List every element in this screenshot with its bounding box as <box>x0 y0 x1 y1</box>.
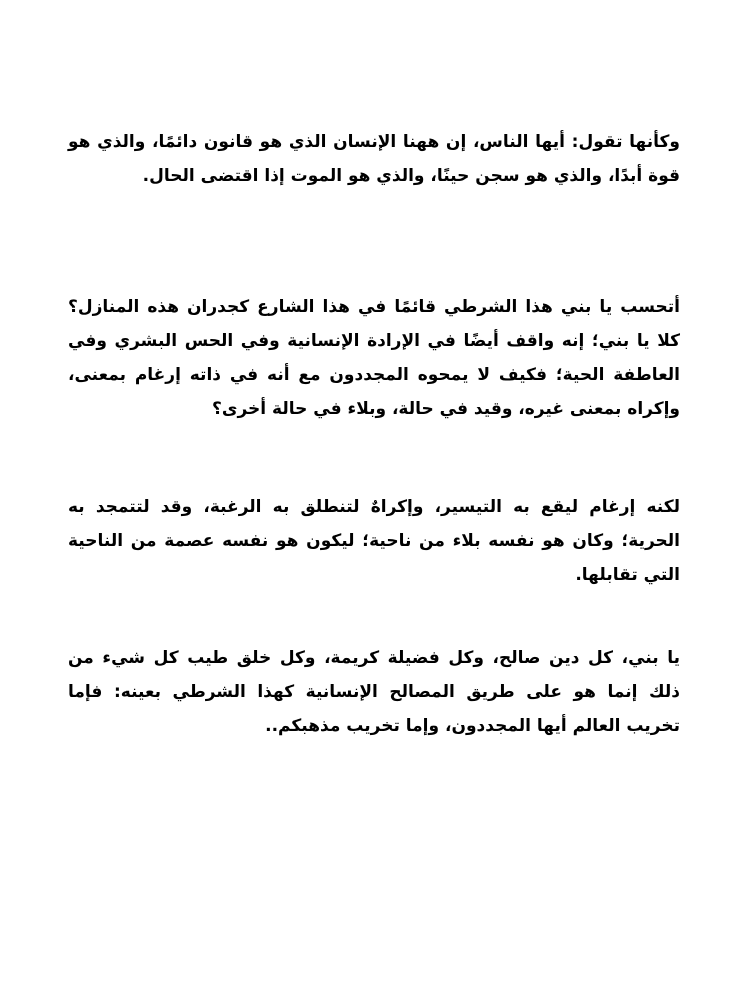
paragraph-3 <box>68 490 680 592</box>
paragraph-2-text: أتحسب يا بني هذا الشرطي قائمًا في هذا الشارع كجدران هذه المنازل؟ كلا يا بني؛ إنه واقف أيضًا في الإرادة الإنسانية وفي الحس البشري وفي العاطفة الحية؛ فكيف لا يمحوه المجددون مع أنه في ذاته إرغام بمعنى، وإكراه بمعنى غيره، وقيد في حالة، وبلاء في حالة أخرى؟ <box>68 297 680 419</box>
paragraph-4-text: يا بني، كل دين صالح، وكل فضيلة كريمة، وكل خلق طيب كل شيء من ذلك إنما هو على طريق المصالح الإنسانية كهذا الشرطي بعينه: فإما تخريب العالم أيها المجددون، وإما تخريب مذهبكم.. <box>68 648 680 736</box>
paragraph-1 <box>68 125 680 193</box>
paragraph-4 <box>68 641 680 743</box>
paragraph-3-text: لكنه إرغام ليقع به التيسير، وإكراهٌ لتنطلق به الرغبة، وقد لتتمجد به الحرية؛ وكان هو نفسه بلاء من ناحية؛ ليكون هو نفسه عصمة من الناحية التي تقابلها. <box>68 497 680 585</box>
paragraph-1-text: وكأنها تقول: أيها الناس، إن ههنا الإنسان الذي هو قانون دائمًا، والذي هو قوة أبدًا، والذي هو سجن حينًا، والذي هو الموت إذا اقتضى الحال. <box>68 132 680 186</box>
paragraph-2 <box>68 290 680 426</box>
